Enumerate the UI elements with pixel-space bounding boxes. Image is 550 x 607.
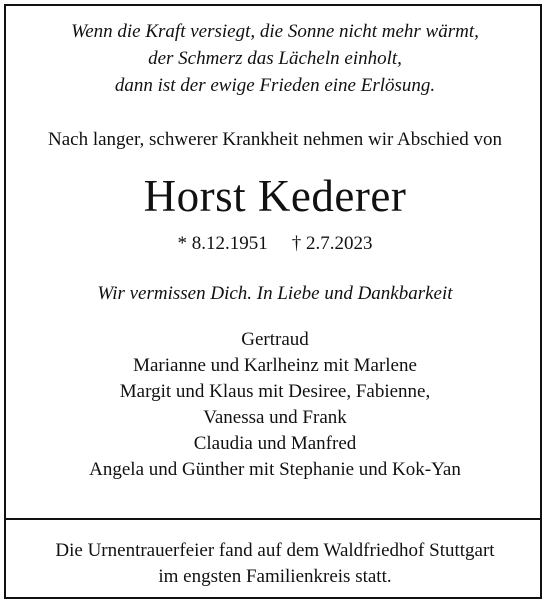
notice-line: Die Urnentrauerfeier fand auf dem Waldfriedhof Stuttgart — [55, 540, 495, 561]
notice-line: im engsten Familienkreis statt. — [158, 566, 392, 587]
poem-line: der Schmerz das Lächeln einholt, — [148, 48, 402, 69]
dedication-line: Wir vermissen Dich. In Liebe und Dankbarkeit — [97, 283, 453, 304]
family-line: Angela und Günther mit Stephanie und Kok-Yan — [89, 459, 461, 480]
family-line: Claudia und Manfred — [193, 433, 357, 454]
poem-line: Wenn die Kraft versiegt, die Sonne nicht mehr wärmt, — [71, 21, 479, 42]
family-line: Margit und Klaus mit Desiree, Fabienne, — [119, 381, 431, 402]
death-date: † 2.7.2023 — [291, 233, 373, 254]
deceased-name: Horst Kederer — [143, 171, 407, 221]
poem-line: dann ist der ewige Frieden eine Erlösung. — [114, 75, 436, 96]
intro-text: Nach langer, schwerer Krankheit nehmen wir Abschied von — [47, 129, 503, 150]
memorial-poem — [0, 18, 550, 99]
family-line: Vanessa und Frank — [203, 407, 347, 428]
life-dates — [0, 232, 550, 256]
funeral-notice — [0, 538, 550, 590]
family-line: Marianne und Karlheinz mit Marlene — [133, 355, 417, 376]
family-list — [0, 327, 550, 483]
family-line: Gertraud — [241, 329, 309, 350]
divider — [4, 518, 542, 520]
birth-date: * 8.12.1951 — [177, 233, 268, 254]
